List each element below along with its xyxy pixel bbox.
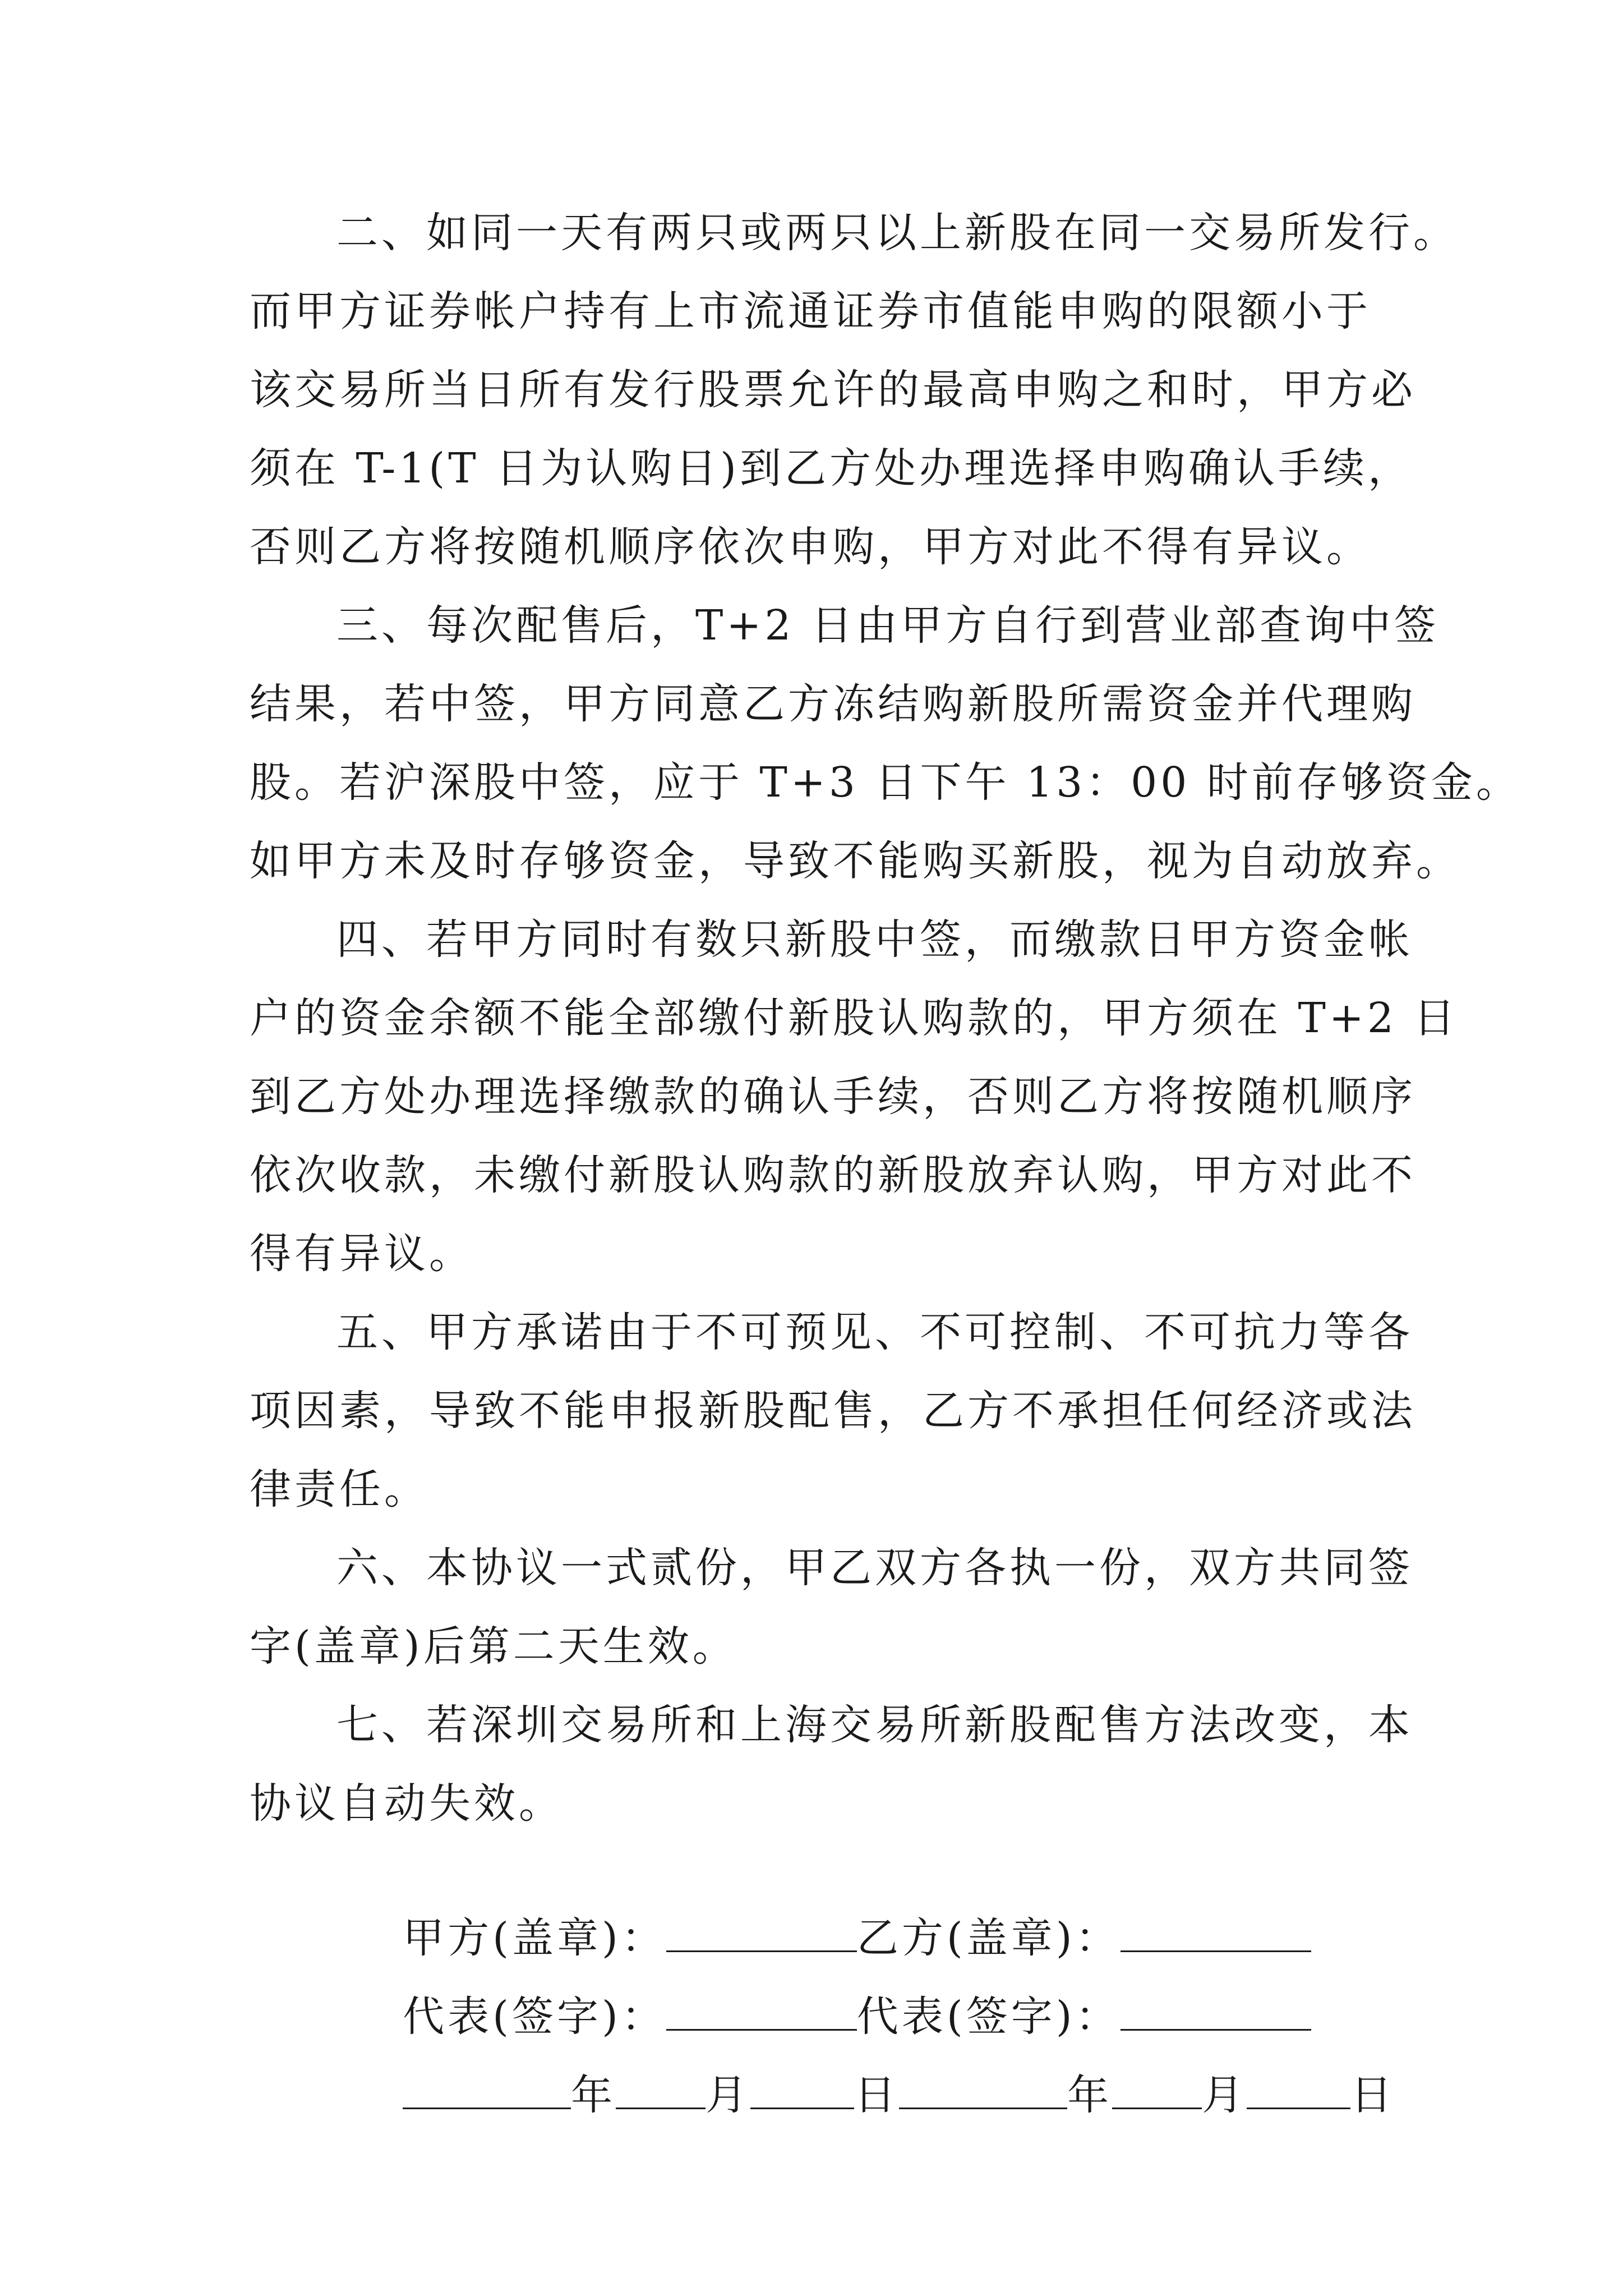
date-b-month-label: 月: [1202, 2071, 1247, 2119]
p4-line-2: 户的资金余额不能全部缴付新股认购款的，甲方须在 T+2 日: [250, 994, 1459, 1042]
p3-line-3: 股。若沪深股中签，应于 T+3 日下午 13：00 时前存够资金。: [250, 758, 1521, 807]
party-b-seal-label: 乙方(盖章)：: [856, 1914, 1121, 1962]
party-a-seal-label: 甲方(盖章)：: [403, 1914, 666, 1962]
date-b-day-blank[interactable]: [1247, 2068, 1350, 2109]
date-b-year-label: 年: [1067, 2071, 1113, 2119]
p4-line-5: 得有异议。: [250, 1230, 474, 1278]
p4-line-1: 四、若甲方同时有数只新股中签，而缴款日甲方资金帐: [336, 915, 1413, 964]
p4-line-4: 依次收款，未缴付新股认购款的新股放弃认购，甲方对此不: [250, 1151, 1416, 1199]
date-b-day-label: 日: [1350, 2071, 1396, 2119]
p6-line-1: 六、本协议一式贰份，甲乙双方各执一份，双方共同签: [336, 1544, 1413, 1592]
p7-line-1: 七、若深圳交易所和上海交易所新股配售方法改变，本: [336, 1701, 1413, 1749]
date-a-day-blank[interactable]: [750, 2068, 854, 2109]
p2-line-3: 该交易所当日所有发行股票允许的最高申购之和时，甲方必: [250, 366, 1416, 414]
p2-line-1: 二、如同一天有两只或两只以上新股在同一交易所发行。: [336, 209, 1458, 257]
p3-line-4: 如甲方未及时存够资金，导致不能购买新股，视为自动放弃。: [250, 837, 1461, 885]
p5-line-1: 五、甲方承诺由于不可预见、不可控制、不可抗力等各: [336, 1308, 1413, 1356]
p6-line-2: 字(盖章)后第二天生效。: [250, 1622, 737, 1671]
p2-line-2: 而甲方证券帐户持有上市流通证券市值能申购的限额小于: [250, 287, 1371, 335]
p2-line-5: 否则乙方将按随机顺序依次申购，甲方对此不得有异议。: [250, 523, 1371, 571]
date-b-year-blank[interactable]: [899, 2068, 1067, 2109]
date-a-day-label: 日: [854, 2071, 900, 2119]
date-a-month-label: 月: [706, 2071, 751, 2119]
date-a-year-label: 年: [571, 2071, 616, 2119]
p2-line-4: 须在 T-1(T 日为认购日)到乙方处办理选择申购确认手续，: [250, 444, 1413, 493]
rep-a-sign-label: 代表(签字)：: [403, 1993, 666, 2041]
p3-line-1: 三、每次配售后，T+2 日由甲方自行到营业部查询中签: [336, 601, 1439, 650]
date-a-month-blank[interactable]: [616, 2068, 706, 2109]
p5-line-2: 项因素，导致不能申报新股配售，乙方不承担任何经济或法: [250, 1387, 1416, 1435]
p3-line-2: 结果，若中签，甲方同意乙方冻结购新股所需资金并代理购: [250, 680, 1416, 728]
signature-row-date: [336, 2011, 1395, 2179]
date-a-year-blank[interactable]: [403, 2068, 571, 2109]
p7-line-2: 协议自动失效。: [250, 1779, 564, 1828]
p5-line-3: 律责任。: [250, 1465, 429, 1513]
rep-b-sign-label: 代表(签字)：: [856, 1993, 1121, 2041]
date-b-month-blank[interactable]: [1112, 2068, 1202, 2109]
p4-line-3: 到乙方处办理选择缴款的确认手续，否则乙方将按随机顺序: [250, 1073, 1416, 1121]
